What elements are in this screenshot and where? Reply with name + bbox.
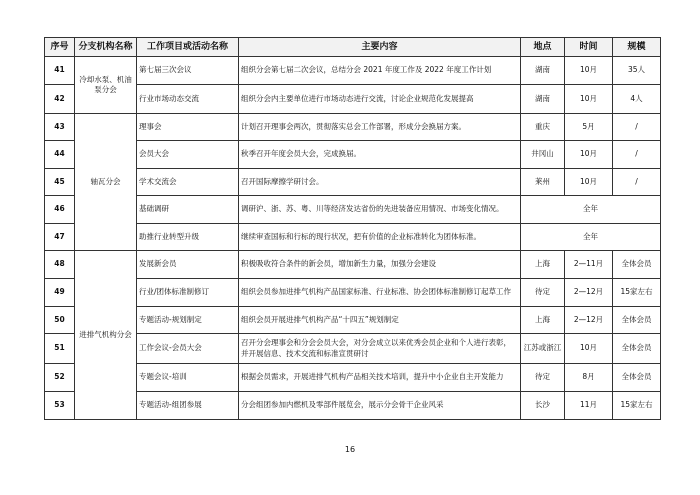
item-scale: 35人 — [613, 57, 661, 85]
item-content: 秋季召开年度会员大会，完成换届。 — [239, 141, 521, 169]
table-row — [45, 364, 661, 392]
item-scale: 全体会员 — [613, 307, 661, 334]
item-place: 湖南 — [521, 85, 565, 114]
row-number: 48 — [45, 251, 75, 279]
branch-name: 进排气机构分会 — [75, 251, 137, 420]
table-row — [45, 279, 661, 307]
item-place: 长沙 — [521, 392, 565, 420]
item-place: 莱州 — [521, 169, 565, 196]
row-number: 53 — [45, 392, 75, 420]
table-row — [45, 196, 661, 224]
item-time: 10月 — [565, 141, 613, 169]
item-scale: 15家左右 — [613, 279, 661, 307]
item-content: 组织分会第七届二次会议，总结分会 2021 年度工作及 2022 年度工作计划 — [239, 57, 521, 85]
header-place: 地点 — [521, 38, 565, 57]
item-scale: / — [613, 114, 661, 141]
table-row — [45, 251, 661, 279]
item-name: 第七届三次会议 — [137, 57, 239, 85]
item-place: 江苏或浙江 — [521, 334, 565, 364]
table-row — [45, 85, 661, 114]
item-time: 2—12月 — [565, 307, 613, 334]
row-number: 51 — [45, 334, 75, 364]
item-scale: 全体会员 — [613, 251, 661, 279]
item-scale: 4人 — [613, 85, 661, 114]
item-period: 全年 — [521, 196, 661, 224]
item-time: 10月 — [565, 57, 613, 85]
item-scale: / — [613, 169, 661, 196]
header-time: 时间 — [565, 38, 613, 57]
item-content: 分会组团参加内燃机及零部件展览会，展示分会骨干企业风采 — [239, 392, 521, 420]
item-content: 计划召开理事会两次，贯彻落实总会工作部署，形成分会换届方案。 — [239, 114, 521, 141]
item-scale: 全体会员 — [613, 334, 661, 364]
header-content: 主要内容 — [239, 38, 521, 57]
work-plan-table — [44, 37, 661, 420]
item-name: 行业市场动态交流 — [137, 85, 239, 114]
branch-name: 冷却水泵、机油泵分会 — [75, 57, 137, 114]
table-row — [45, 334, 661, 364]
item-scale: 全体会员 — [613, 364, 661, 392]
item-place: 待定 — [521, 279, 565, 307]
item-place: 湖南 — [521, 57, 565, 85]
row-number: 50 — [45, 307, 75, 334]
item-place: 重庆 — [521, 114, 565, 141]
item-time: 2—11月 — [565, 251, 613, 279]
item-period: 全年 — [521, 224, 661, 251]
item-name: 发展新会员 — [137, 251, 239, 279]
item-name: 助推行业转型升级 — [137, 224, 239, 251]
table-row — [45, 114, 661, 141]
table-row — [45, 307, 661, 334]
row-number: 44 — [45, 141, 75, 169]
item-name: 专题活动-组团参展 — [137, 392, 239, 420]
header-no: 序号 — [45, 38, 75, 57]
item-time: 2—12月 — [565, 279, 613, 307]
header-item: 工作项目或活动名称 — [137, 38, 239, 57]
item-place: 上海 — [521, 251, 565, 279]
row-number: 45 — [45, 169, 75, 196]
item-place: 上海 — [521, 307, 565, 334]
row-number: 52 — [45, 364, 75, 392]
item-name: 会员大会 — [137, 141, 239, 169]
item-time: 10月 — [565, 169, 613, 196]
item-time: 8月 — [565, 364, 613, 392]
item-place: 井冈山 — [521, 141, 565, 169]
item-name: 工作会议-会员大会 — [137, 334, 239, 364]
item-scale: 15家左右 — [613, 392, 661, 420]
item-place: 待定 — [521, 364, 565, 392]
item-name: 专题活动-规划制定 — [137, 307, 239, 334]
item-name: 专题会议-培训 — [137, 364, 239, 392]
item-content: 继续审查国标和行标的现行状况，把有价值的企业标准转化为团体标准。 — [239, 224, 521, 251]
row-number: 43 — [45, 114, 75, 141]
branch-name: 轴瓦分会 — [75, 114, 137, 251]
item-time: 10月 — [565, 334, 613, 364]
row-number: 46 — [45, 196, 75, 224]
table-row — [45, 392, 661, 420]
row-number: 49 — [45, 279, 75, 307]
page-number: 16 — [344, 445, 356, 454]
item-time: 5月 — [565, 114, 613, 141]
row-number: 47 — [45, 224, 75, 251]
table-row — [45, 141, 661, 169]
table-row — [45, 57, 661, 85]
item-content: 调研沪、浙、苏、粤、川等经济发达省份的先进装备应用情况、市场变化情况。 — [239, 196, 521, 224]
table-row — [45, 169, 661, 196]
item-name: 行业/团体标准制修订 — [137, 279, 239, 307]
item-content: 召开分会理事会和分会会员大会，对分会成立以来优秀会员企业和个人进行表彰，并开展信息、技术交流和标准宣贯研讨 — [239, 334, 521, 364]
item-name: 基础调研 — [137, 196, 239, 224]
item-scale: / — [613, 141, 661, 169]
header-branch: 分支机构名称 — [75, 38, 137, 57]
table-header-row — [45, 38, 661, 57]
item-content: 积极吸收符合条件的新会员，增加新生力量，加强分会建设 — [239, 251, 521, 279]
row-number: 42 — [45, 85, 75, 114]
item-content: 召开国际摩擦学研讨会。 — [239, 169, 521, 196]
item-time: 10月 — [565, 85, 613, 114]
item-content: 组织会员参加进排气机构产品国家标准、行业标准、协会团体标准制修订起草工作 — [239, 279, 521, 307]
item-content: 组织会员开展进排气机构产品“十四五”规划制定 — [239, 307, 521, 334]
item-time: 11月 — [565, 392, 613, 420]
item-name: 理事会 — [137, 114, 239, 141]
header-scale: 规模 — [613, 38, 661, 57]
table-row — [45, 224, 661, 251]
item-content: 组织分会内主要单位进行市场动态进行交流，讨论企业规范化发展提高 — [239, 85, 521, 114]
item-content: 根据会员需求，开展进排气机构产品相关技术培训，提升中小企业自主开发能力 — [239, 364, 521, 392]
row-number: 41 — [45, 57, 75, 85]
item-name: 学术交流会 — [137, 169, 239, 196]
